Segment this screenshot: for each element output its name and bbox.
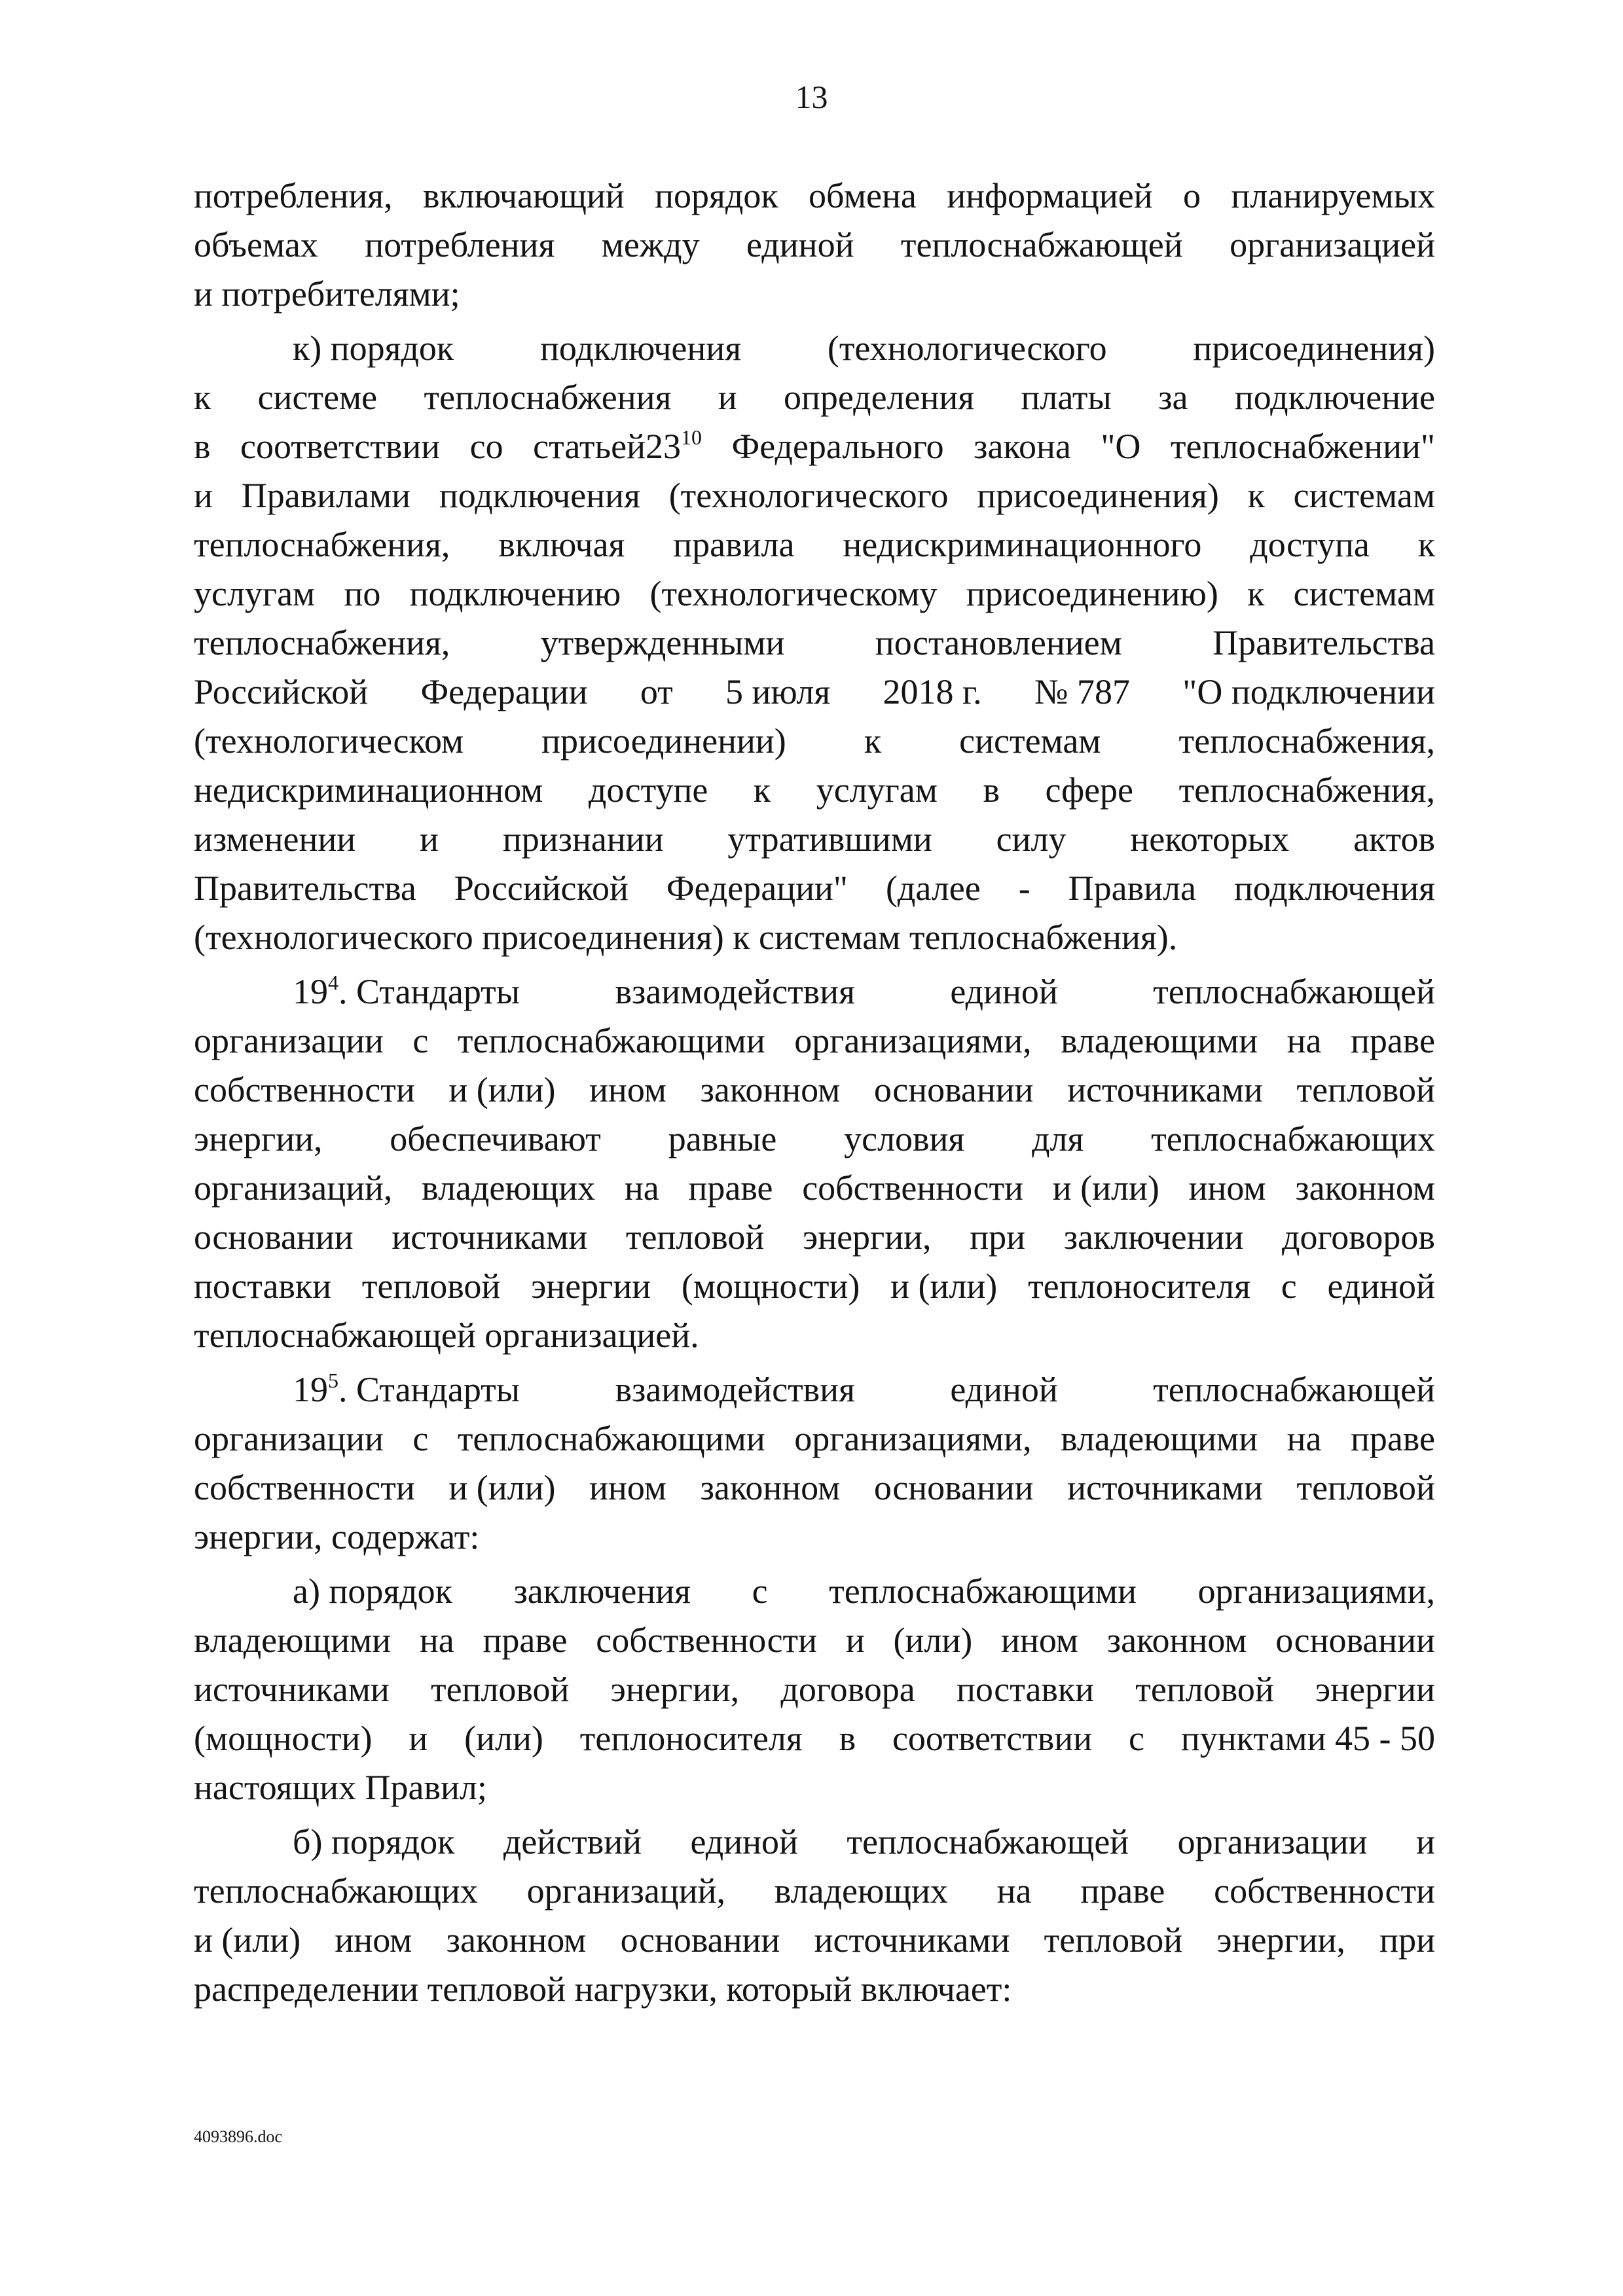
text-line: энергии, обеспечивают равные условия для теплоснабжающих <box>194 1119 1435 1158</box>
text-line: Российской Федерации от 5 июля 2018 г. № 787 "О подключении <box>194 672 1435 711</box>
text-line: собственности и (или) ином законном основании источниками тепловой <box>194 1468 1435 1507</box>
text-line: в соответствии со $статьей23^{10}$ Федерального закона "О теплоснабжении" <box>194 425 1435 466</box>
text-line: поставки тепловой энергии (мощности) и (или) теплоносителя с единой <box>194 1266 1435 1306</box>
text-line: (мощности) и (или) теплоносителя в соответствии с пунктами 45 - 50 <box>194 1719 1435 1758</box>
page-number: 13 <box>795 79 828 115</box>
text-line: и потребителями; <box>194 274 460 314</box>
text-line: собственности и (или) ином законном основании источниками тепловой <box>194 1070 1435 1109</box>
item-b-start: б) порядок действий единой теплоснабжающей организации и <box>293 1822 1435 1861</box>
item-a-start: а) порядок заключения с теплоснабжающими организациями, <box>293 1571 1435 1611</box>
text-line: организаций, владеющих на праве собственности и (или) ином законном <box>194 1168 1435 1208</box>
text-line: организации с теплоснабжающими организациями, владеющими на праве <box>194 1419 1435 1458</box>
text-line: и (или) ином законном основании источниками тепловой энергии, при <box>194 1920 1435 1960</box>
document-body <box>194 171 1435 2014</box>
text-line: (технологического присоединения) к системам теплоснабжения). <box>194 918 1178 957</box>
text-line: организации с теплоснабжающими организациями, владеющими на праве <box>194 1021 1435 1060</box>
section-19-5-heading: $19^5$. Стандарты взаимодействия единой теплоснабжающей <box>293 1369 1435 1409</box>
text-line: потребления, включающий порядок обмена информацией о планируемых <box>194 176 1435 215</box>
text-line: источниками тепловой энергии, договора поставки тепловой энергии <box>194 1670 1435 1709</box>
paragraph-k-start: к) порядок подключения (технологического присоединения) <box>293 329 1435 368</box>
text-line: владеющими на праве собственности и (или) ином законном основании <box>194 1621 1435 1660</box>
text-line: изменении и признании утратившими силу некоторых актов <box>194 819 1435 859</box>
text-line: настоящих Правил; <box>194 1768 487 1807</box>
text-line: теплоснабжающей организацией. <box>194 1316 699 1355</box>
text-line: распределении тепловой нагрузки, который включает: <box>194 1969 1012 2009</box>
text-line: услугам по подключению (технологическому присоединению) к системам <box>194 574 1435 613</box>
text-line: к системе теплоснабжения и определения платы за подключение <box>194 378 1435 417</box>
text-line: теплоснабжения, утвержденными постановлением Правительства <box>194 623 1435 662</box>
text-line: энергии, содержат: <box>194 1517 480 1556</box>
text-line: недискриминационном доступе к услугам в сфере теплоснабжения, <box>194 770 1435 810</box>
text-line: объемах потребления между единой теплоснабжающей организацией <box>194 225 1435 264</box>
text-line: (технологическом присоединении) к системам теплоснабжения, <box>194 721 1435 761</box>
text-line: теплоснабжения, включая правила недискриминационного доступа к <box>194 525 1435 564</box>
document-code: 4093896.doc <box>194 2127 283 2146</box>
text-line: основании источниками тепловой энергии, при заключении договоров <box>194 1217 1435 1257</box>
section-19-4-heading: $19^4$. Стандарты взаимодействия единой теплоснабжающей <box>293 971 1435 1011</box>
text-line: и Правилами подключения (технологического присоединения) к системам <box>194 476 1435 515</box>
text-line: Правительства Российской Федерации" (далее - Правила подключения <box>194 869 1435 908</box>
text-line: теплоснабжающих организаций, владеющих на праве собственности <box>194 1871 1435 1910</box>
